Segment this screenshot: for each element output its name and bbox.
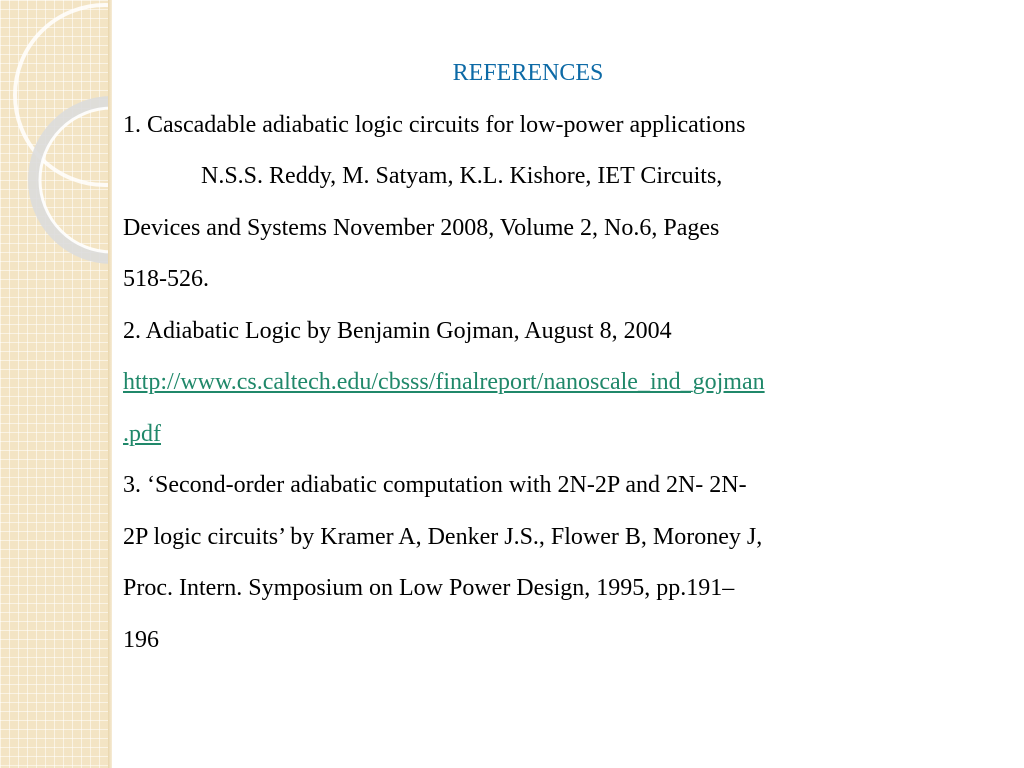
reference-1-authors: N.S.S. Reddy, M. Satyam, K.L. Kishore, IET Circuits,: [201, 163, 723, 189]
slide-title: REFERENCES: [452, 60, 604, 86]
reference-1-title: 1. Cascadable adiabatic logic circuits for low-power applications: [123, 111, 746, 138]
reference-1-journal: Devices and Systems November 2008, Volume 2, No.6, Pages: [123, 214, 720, 241]
side-panel-edge: [108, 0, 112, 768]
reference-3-pages: 196: [123, 626, 159, 653]
decorative-side-panel: [0, 0, 112, 768]
slide-content: [123, 48, 1003, 666]
reference-2-link-continued[interactable]: .pdf: [123, 420, 161, 447]
reference-2-link[interactable]: http://www.cs.caltech.edu/cbsss/finalreport/nanoscale_ind_gojman: [123, 369, 765, 395]
reference-3-venue: Proc. Intern. Symposium on Low Power Design, 1995, pp.191–: [123, 575, 735, 601]
decorative-rings: [0, 0, 112, 768]
decorative-ring-large: [15, 5, 112, 185]
reference-3-title: 3. ‘Second-order adiabatic computation with 2N-2P and 2N- 2N-: [123, 472, 747, 498]
reference-1-pages: 518-526.: [123, 266, 209, 292]
reference-2-title: 2. Adiabatic Logic by Benjamin Gojman, August 8, 2004: [123, 317, 672, 344]
reference-3-authors: 2P logic circuits’ by Kramer A, Denker J.S., Flower B, Moroney J,: [123, 523, 763, 550]
